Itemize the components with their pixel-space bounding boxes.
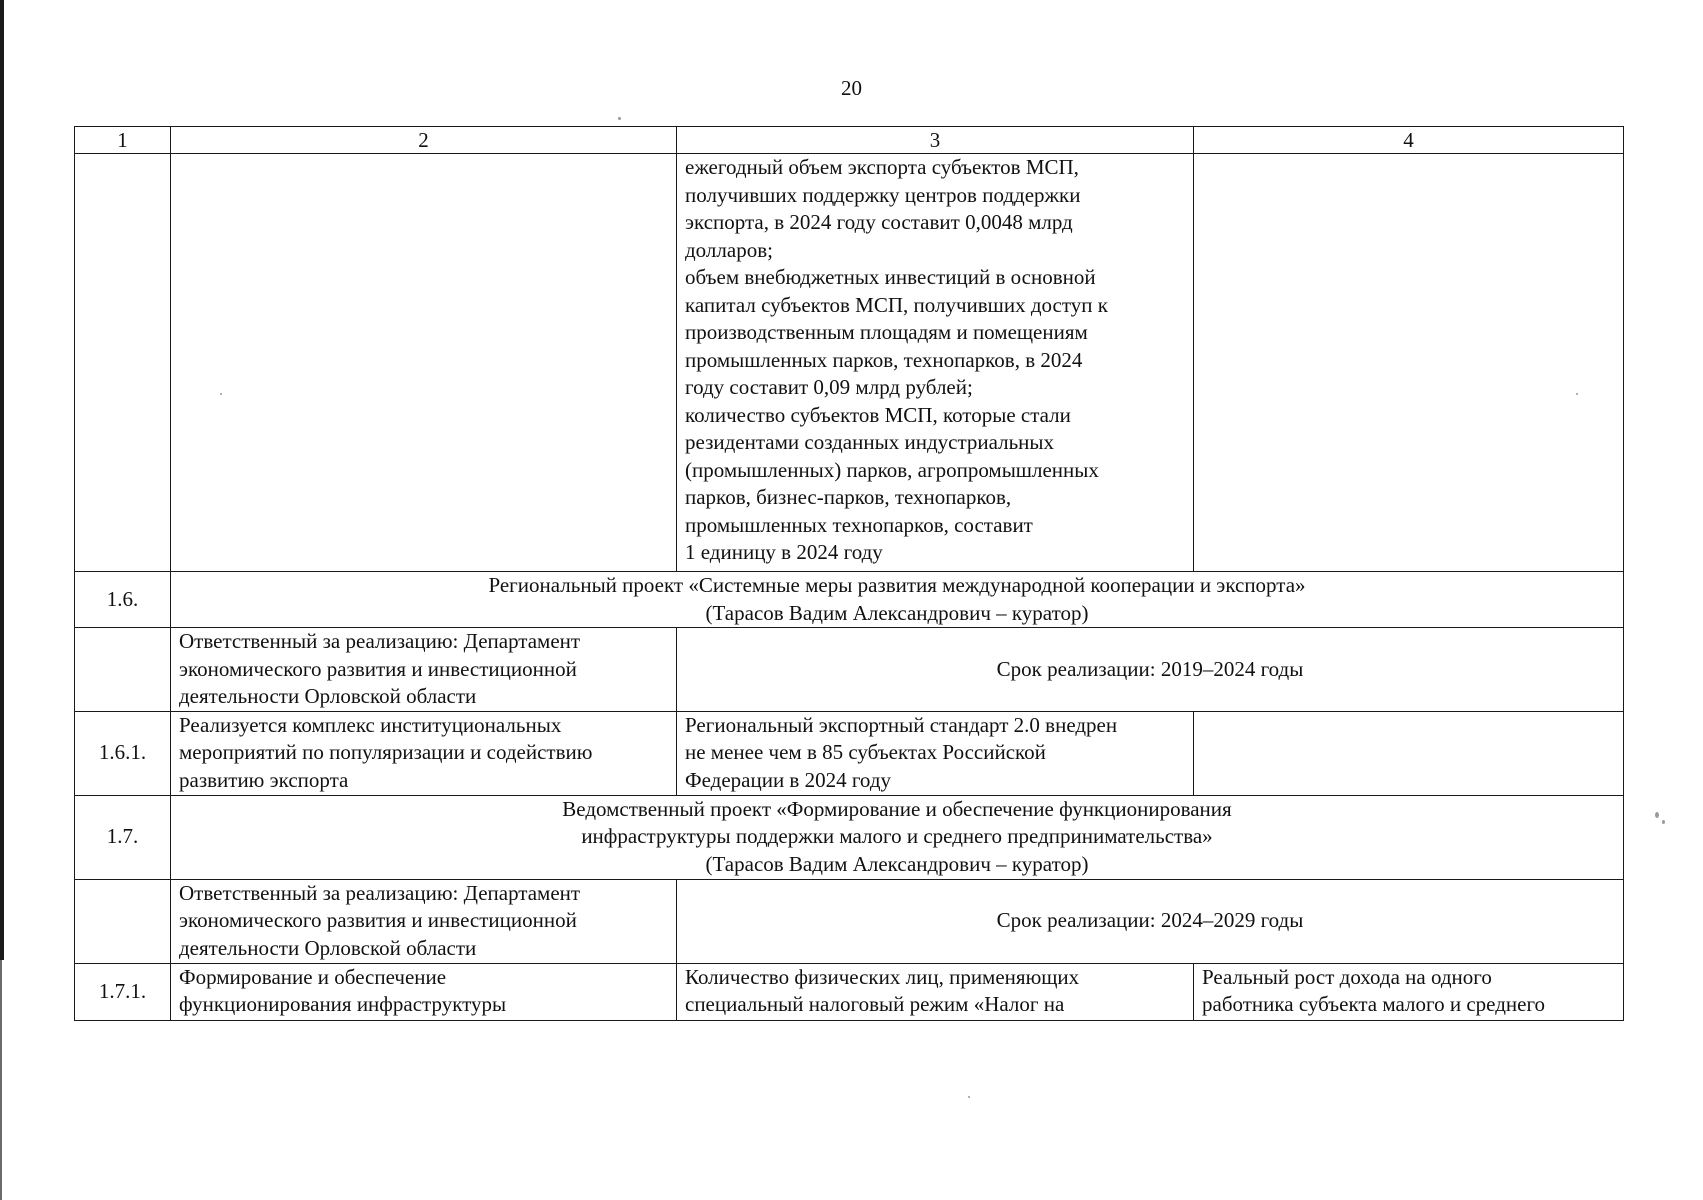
scan-speck <box>1576 393 1578 395</box>
responsible-line: Ответственный за реализацию: Департамент <box>179 629 581 653</box>
responsible-line: Ответственный за реализацию: Департамент <box>179 880 581 905</box>
result-line: долларов; <box>685 237 773 262</box>
result-line: ежегодный объем экспорта субъектов МСП, <box>685 155 1079 179</box>
task-line: Формирование и обеспечение <box>179 964 447 989</box>
indicator-line: Реальный рост дохода на одного <box>1202 964 1492 989</box>
project-row-1-7 <box>75 795 1624 879</box>
header-cell-3: 3 <box>677 127 1194 154</box>
result-line: специальный налоговый режим «Налог на <box>685 992 1065 1016</box>
result-line: не менее чем в 85 субъектах Российской <box>685 740 1046 764</box>
header-cell-2: 2 <box>171 127 677 154</box>
scan-edge-lower <box>0 960 2 1200</box>
empty-number-cell <box>75 879 171 963</box>
scan-edge <box>0 0 4 960</box>
scan-speck <box>1662 820 1665 824</box>
term-cell-1-7: Срок реализации: 2024–2029 годы <box>677 879 1624 963</box>
task-line: мероприятий по популяризации и содействию <box>179 740 593 764</box>
task-cell-1-7-1 <box>171 963 677 1020</box>
result-line: капитал субъектов МСП, получивших доступ к <box>685 292 1108 317</box>
result-line: получивших поддержку центров поддержки <box>685 182 1081 207</box>
row-number-1-7-1: 1.7.1. <box>75 963 171 1020</box>
header-cell-1: 1 <box>75 127 171 154</box>
result-line: производственным площадям и помещениям <box>685 320 1088 344</box>
indicator-line: работника субъекта малого и среднего <box>1202 992 1546 1016</box>
scan-speck <box>618 117 621 120</box>
result-line: Федерации в 2024 году <box>685 767 892 792</box>
result-line: объем внебюджетных инвестиций в основной <box>685 265 1096 289</box>
result-line: Количество физических лиц, применяющих <box>685 964 1080 989</box>
responsible-line: деятельности Орловской области <box>179 935 477 960</box>
page-number: 20 <box>841 76 862 100</box>
scan-speck <box>1655 812 1659 818</box>
project-curator-line: (Тарасов Вадим Александрович – куратор) <box>705 600 1089 625</box>
result-line: парков, бизнес-парков, технопарков, <box>685 485 1012 509</box>
responsible-cell-1-7 <box>171 879 677 963</box>
responsible-line: экономического развития и инвестиционной <box>179 656 577 681</box>
project-number-1-7: 1.7. <box>75 795 171 879</box>
result-cell-1-6-1 <box>677 711 1194 795</box>
result-line: резидентами созданных индустриальных <box>685 430 1055 454</box>
row-number-1-6-1: 1.6.1. <box>75 711 171 795</box>
header-cell-4: 4 <box>1194 127 1624 154</box>
result-line: 1 единицу в 2024 году <box>685 540 883 564</box>
continuation-number-cell <box>75 154 171 572</box>
continuation-result-cell <box>677 154 1194 572</box>
responsible-cell-1-6 <box>171 628 677 712</box>
indicator-cell-1-7-1 <box>1194 963 1624 1020</box>
result-line: (промышленных) парков, агропромышленных <box>685 457 1099 482</box>
project-title-1-6 <box>171 572 1624 628</box>
table-row-continuation <box>75 154 1624 572</box>
project-row-1-6 <box>75 572 1624 628</box>
project-curator-line: (Тарасов Вадим Александрович – куратор) <box>705 851 1089 876</box>
task-line: функционирования инфраструктуры <box>179 992 507 1016</box>
empty-number-cell <box>75 628 171 712</box>
result-line: промышленных технопарков, составит <box>685 512 1033 537</box>
result-line: Региональный экспортный стандарт 2.0 внедрен <box>685 712 1118 737</box>
result-line: промышленных парков, технопарков, в 2024 <box>685 347 1083 372</box>
project-title-line: Региональный проект «Системные меры развития международной кооперации и экспорта» <box>488 573 1306 597</box>
project-number-1-6: 1.6. <box>75 572 171 628</box>
document-table <box>74 126 1624 1021</box>
project-title-line: Ведомственный проект «Формирование и обеспечение функционирования <box>562 796 1232 821</box>
continuation-indicator-cell <box>1194 154 1624 572</box>
task-cell-1-6-1 <box>171 711 677 795</box>
project-title-1-7 <box>171 795 1624 879</box>
table-header-row <box>75 127 1624 154</box>
responsible-row-1-6 <box>75 628 1624 712</box>
responsible-line: экономического развития и инвестиционной <box>179 908 577 932</box>
project-title-line: инфраструктуры поддержки малого и среднего предпринимательства» <box>581 824 1213 849</box>
task-line: Реализуется комплекс институциональных <box>179 712 562 737</box>
responsible-line: деятельности Орловской области <box>179 684 477 708</box>
result-cell-1-7-1 <box>677 963 1194 1020</box>
task-line: развитию экспорта <box>179 767 349 792</box>
result-line: году составит 0,09 млрд рублей; <box>685 375 973 399</box>
table-row-1-7-1 <box>75 963 1624 1020</box>
result-line: экспорта, в 2024 году составит 0,0048 млрд <box>685 210 1073 234</box>
term-cell-1-6: Срок реализации: 2019–2024 годы <box>677 628 1624 712</box>
result-line: количество субъектов МСП, которые стали <box>685 402 1071 427</box>
continuation-task-cell <box>171 154 677 572</box>
scan-speck <box>968 1096 970 1098</box>
table-row-1-6-1 <box>75 711 1624 795</box>
responsible-row-1-7 <box>75 879 1624 963</box>
indicator-cell-1-6-1 <box>1194 711 1624 795</box>
scan-speck <box>220 393 222 395</box>
